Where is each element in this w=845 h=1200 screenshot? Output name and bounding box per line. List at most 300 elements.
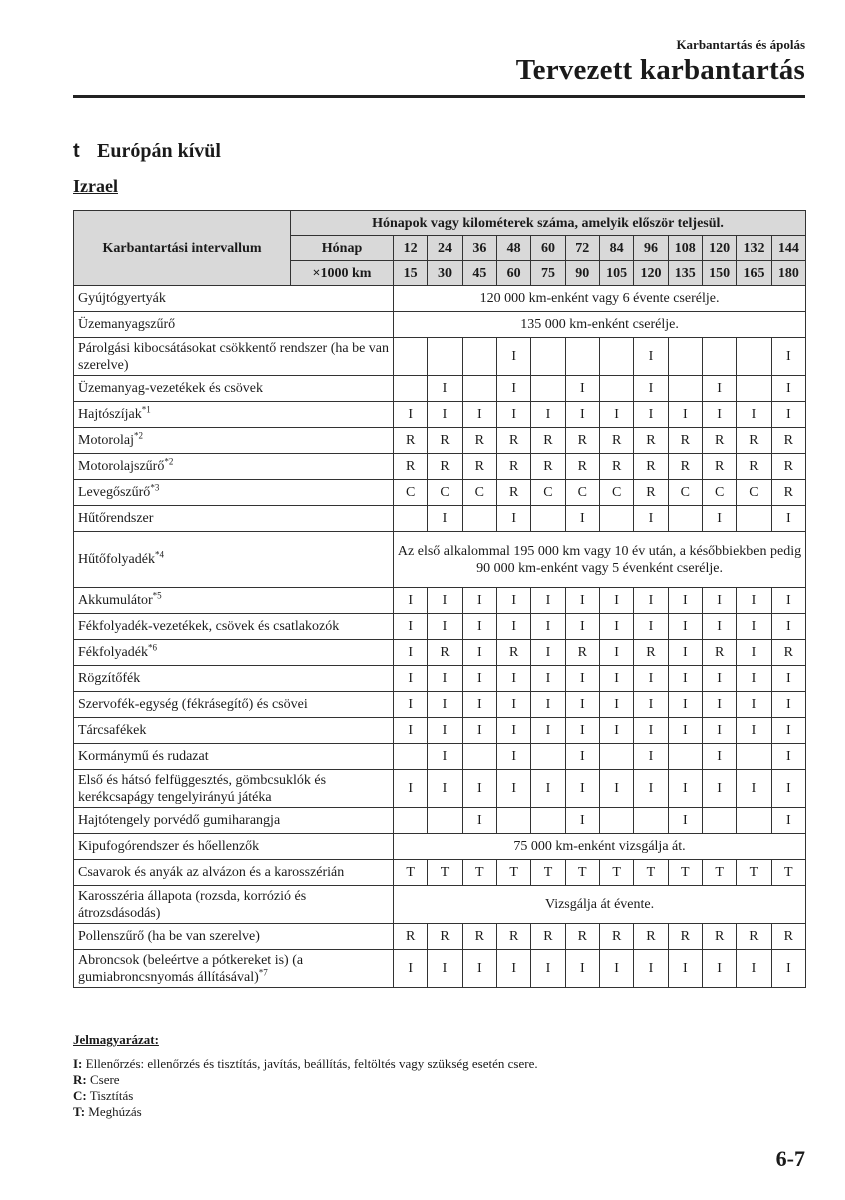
schedule-cell: I xyxy=(462,808,496,834)
schedule-cell: R xyxy=(668,428,702,454)
page-title: Tervezett karbantartás xyxy=(515,54,805,86)
schedule-cell: I xyxy=(428,588,462,614)
item-label: Hajtótengely porvédő gumiharangja xyxy=(78,813,281,828)
schedule-cell: I xyxy=(771,692,805,718)
schedule-cell xyxy=(496,808,530,834)
month-header: 120 xyxy=(702,236,736,261)
schedule-cell: I xyxy=(702,402,736,428)
item-name xyxy=(74,338,394,376)
schedule-cell: I xyxy=(565,588,599,614)
schedule-cell: I xyxy=(394,770,428,808)
month-header: 60 xyxy=(531,236,565,261)
schedule-cell: I xyxy=(565,402,599,428)
schedule-cell: I xyxy=(771,718,805,744)
schedule-cell: R xyxy=(634,640,668,666)
section-bullet-icon: t xyxy=(73,140,80,162)
subsection-heading: Izrael xyxy=(73,176,118,196)
schedule-cell: R xyxy=(394,428,428,454)
item-name xyxy=(74,834,394,860)
table-row xyxy=(74,860,806,886)
schedule-cell: I xyxy=(771,402,805,428)
month-header: 72 xyxy=(565,236,599,261)
schedule-cell: I xyxy=(737,640,771,666)
schedule-cell: R xyxy=(668,924,702,950)
schedule-cell: I xyxy=(565,666,599,692)
schedule-cell: I xyxy=(531,950,565,988)
schedule-cell: T xyxy=(599,860,633,886)
schedule-cell: I xyxy=(531,402,565,428)
schedule-cell: C xyxy=(668,480,702,506)
schedule-cell xyxy=(737,506,771,532)
schedule-cell xyxy=(668,376,702,402)
schedule-cell: I xyxy=(702,744,736,770)
schedule-cell: I xyxy=(496,402,530,428)
schedule-cell: R xyxy=(565,640,599,666)
schedule-cell: C xyxy=(599,480,633,506)
item-label: Abroncsok (beleértve a pótkereket is) (a gumiabroncsnyomás állításával) xyxy=(78,952,304,985)
schedule-cell: R xyxy=(428,454,462,480)
schedule-cell: R xyxy=(565,428,599,454)
schedule-cell: R xyxy=(394,454,428,480)
schedule-cell: I xyxy=(634,614,668,640)
schedule-cell xyxy=(394,376,428,402)
schedule-cell: I xyxy=(634,402,668,428)
schedule-cell: R xyxy=(702,924,736,950)
schedule-cell: C xyxy=(702,480,736,506)
table-row xyxy=(74,338,806,376)
schedule-cell: I xyxy=(496,770,530,808)
schedule-cell xyxy=(565,338,599,376)
schedule-cell: I xyxy=(702,666,736,692)
schedule-cell: R xyxy=(496,924,530,950)
schedule-cell: I xyxy=(531,718,565,744)
item-label: Tárcsafékek xyxy=(78,723,147,738)
km-header: 120 xyxy=(634,261,668,286)
schedule-cell: R xyxy=(737,454,771,480)
schedule-cell: I xyxy=(531,666,565,692)
schedule-cell: I xyxy=(565,718,599,744)
footnote-ref: *5 xyxy=(152,590,162,601)
schedule-cell xyxy=(531,744,565,770)
schedule-cell: T xyxy=(394,860,428,886)
table-row xyxy=(74,950,806,988)
schedule-cell: I xyxy=(394,666,428,692)
schedule-cell: I xyxy=(702,376,736,402)
table-row xyxy=(74,808,806,834)
schedule-cell: I xyxy=(771,770,805,808)
schedule-cell: I xyxy=(702,506,736,532)
item-label: Akkumulátor xyxy=(78,593,153,608)
schedule-cell: R xyxy=(531,924,565,950)
schedule-cell xyxy=(737,744,771,770)
item-name xyxy=(74,950,394,988)
item-name xyxy=(74,808,394,834)
schedule-cell: I xyxy=(565,950,599,988)
schedule-cell: I xyxy=(599,770,633,808)
schedule-cell: I xyxy=(771,950,805,988)
item-label: Szervofék-egység (fékrásegítő) és csövei xyxy=(78,697,308,712)
legend-text: Meghúzás xyxy=(88,1104,142,1119)
schedule-cell: I xyxy=(702,950,736,988)
table-row xyxy=(74,834,806,860)
item-name xyxy=(74,770,394,808)
schedule-cell: R xyxy=(496,454,530,480)
schedule-cell xyxy=(394,744,428,770)
schedule-cell: R xyxy=(428,924,462,950)
schedule-cell: I xyxy=(737,692,771,718)
schedule-cell: R xyxy=(565,924,599,950)
item-name xyxy=(74,454,394,480)
schedule-cell: I xyxy=(702,770,736,808)
schedule-cell xyxy=(599,808,633,834)
schedule-cell: R xyxy=(634,480,668,506)
schedule-cell: I xyxy=(599,588,633,614)
schedule-cell: I xyxy=(565,744,599,770)
schedule-cell: R xyxy=(599,428,633,454)
top-header: Hónapok vagy kilométerek száma, amelyik először teljesül. xyxy=(291,211,806,236)
table-row xyxy=(74,402,806,428)
schedule-cell: I xyxy=(634,770,668,808)
km-header: 15 xyxy=(394,261,428,286)
schedule-cell: I xyxy=(565,506,599,532)
schedule-cell: I xyxy=(634,376,668,402)
legend-key: T: xyxy=(73,1104,86,1119)
schedule-cell: R xyxy=(599,924,633,950)
table-row xyxy=(74,718,806,744)
table-row xyxy=(74,744,806,770)
schedule-cell: R xyxy=(496,428,530,454)
schedule-cell: C xyxy=(462,480,496,506)
schedule-cell: I xyxy=(496,614,530,640)
schedule-cell: I xyxy=(428,744,462,770)
schedule-cell: I xyxy=(702,614,736,640)
schedule-cell: I xyxy=(462,640,496,666)
header-rule xyxy=(73,95,805,98)
schedule-cell: I xyxy=(565,614,599,640)
schedule-cell: I xyxy=(496,376,530,402)
schedule-cell: T xyxy=(668,860,702,886)
schedule-cell: R xyxy=(462,454,496,480)
legend-text: Tisztítás xyxy=(89,1088,134,1103)
schedule-cell: I xyxy=(394,588,428,614)
schedule-cell: T xyxy=(702,860,736,886)
table-row xyxy=(74,454,806,480)
schedule-cell: I xyxy=(668,718,702,744)
schedule-cell: I xyxy=(496,338,530,376)
item-name xyxy=(74,640,394,666)
schedule-cell: T xyxy=(496,860,530,886)
schedule-cell: I xyxy=(565,808,599,834)
schedule-cell xyxy=(531,506,565,532)
schedule-cell: I xyxy=(737,588,771,614)
schedule-cell xyxy=(428,808,462,834)
month-header: 84 xyxy=(599,236,633,261)
schedule-cell: I xyxy=(565,770,599,808)
item-label: Üzemanyag-vezetékek és csövek xyxy=(78,381,264,396)
schedule-cell: I xyxy=(599,718,633,744)
month-header: 144 xyxy=(771,236,805,261)
schedule-cell xyxy=(737,338,771,376)
table-row xyxy=(74,614,806,640)
schedule-cell: R xyxy=(737,428,771,454)
item-label: Gyújtógyertyák xyxy=(78,291,166,306)
schedule-cell: I xyxy=(634,692,668,718)
schedule-cell: R xyxy=(599,454,633,480)
schedule-cell: R xyxy=(634,924,668,950)
page-number: 6-7 xyxy=(775,1146,805,1171)
schedule-cell: I xyxy=(496,950,530,988)
schedule-cell xyxy=(702,808,736,834)
schedule-cell: I xyxy=(771,338,805,376)
schedule-cell: R xyxy=(634,428,668,454)
schedule-cell: I xyxy=(394,614,428,640)
schedule-cell xyxy=(737,808,771,834)
legend-text: Csere xyxy=(89,1072,120,1087)
schedule-cell xyxy=(394,808,428,834)
schedule-cell: I xyxy=(599,666,633,692)
legend-key: R: xyxy=(73,1072,87,1087)
table-row xyxy=(74,312,806,338)
schedule-cell: I xyxy=(496,506,530,532)
schedule-cell xyxy=(702,338,736,376)
item-label: Motorolaj xyxy=(78,433,134,448)
item-label: Rögzítőfék xyxy=(78,671,141,686)
schedule-cell: I xyxy=(462,402,496,428)
schedule-cell: I xyxy=(428,692,462,718)
interval-note: Az első alkalommal 195 000 km vagy 10 év után, a későbbiekben pedig 90 000 km-enként vagy 5 évenként cserélje. xyxy=(394,532,806,588)
legend-key: C: xyxy=(73,1088,87,1103)
legend-item xyxy=(73,1072,538,1088)
schedule-cell: C xyxy=(428,480,462,506)
table-row xyxy=(74,666,806,692)
schedule-cell: I xyxy=(771,808,805,834)
schedule-cell: I xyxy=(428,666,462,692)
interval-note: Vizsgálja át évente. xyxy=(394,886,806,924)
schedule-cell: I xyxy=(599,640,633,666)
schedule-cell xyxy=(531,338,565,376)
schedule-cell: R xyxy=(771,924,805,950)
schedule-cell: I xyxy=(531,614,565,640)
month-header: 48 xyxy=(496,236,530,261)
schedule-cell: I xyxy=(394,640,428,666)
table-row xyxy=(74,640,806,666)
schedule-cell xyxy=(462,338,496,376)
schedule-cell: I xyxy=(531,640,565,666)
schedule-cell: I xyxy=(599,692,633,718)
item-name xyxy=(74,744,394,770)
item-label: Fékfolyadék xyxy=(78,645,148,660)
schedule-cell: I xyxy=(737,402,771,428)
schedule-cell: I xyxy=(771,744,805,770)
schedule-cell: I xyxy=(394,950,428,988)
item-label: Üzemanyagszűrő xyxy=(78,317,176,332)
item-name xyxy=(74,924,394,950)
footnote-ref: *2 xyxy=(134,430,143,441)
section-title: Európán kívül xyxy=(97,140,221,162)
item-name xyxy=(74,666,394,692)
schedule-cell: I xyxy=(394,718,428,744)
item-label: Karosszéria állapota (rozsda, korrózió és átrozsdásodás) xyxy=(78,888,307,921)
interval-note: 120 000 km-enként vagy 6 évente cserélje. xyxy=(394,286,806,312)
schedule-cell: R xyxy=(496,480,530,506)
schedule-cell: I xyxy=(702,718,736,744)
item-name xyxy=(74,614,394,640)
schedule-cell: I xyxy=(668,950,702,988)
schedule-cell xyxy=(531,376,565,402)
schedule-cell: I xyxy=(428,770,462,808)
schedule-cell: R xyxy=(702,454,736,480)
schedule-cell: C xyxy=(394,480,428,506)
schedule-cell: R xyxy=(771,480,805,506)
item-name xyxy=(74,428,394,454)
schedule-cell: I xyxy=(668,640,702,666)
schedule-cell: T xyxy=(771,860,805,886)
schedule-cell: I xyxy=(565,376,599,402)
schedule-cell: I xyxy=(428,950,462,988)
schedule-cell: I xyxy=(428,614,462,640)
schedule-cell: I xyxy=(531,770,565,808)
schedule-cell xyxy=(394,506,428,532)
month-header: 132 xyxy=(737,236,771,261)
item-name xyxy=(74,402,394,428)
schedule-cell: I xyxy=(496,666,530,692)
schedule-cell: I xyxy=(531,692,565,718)
schedule-cell: I xyxy=(394,692,428,718)
schedule-cell xyxy=(531,808,565,834)
schedule-cell xyxy=(462,506,496,532)
schedule-cell: I xyxy=(737,666,771,692)
schedule-cell: I xyxy=(771,506,805,532)
schedule-cell xyxy=(428,338,462,376)
schedule-cell: I xyxy=(496,718,530,744)
footnote-ref: *6 xyxy=(147,642,157,653)
schedule-cell: I xyxy=(634,506,668,532)
km-header: 105 xyxy=(599,261,633,286)
schedule-cell: T xyxy=(634,860,668,886)
schedule-cell: I xyxy=(428,506,462,532)
schedule-cell xyxy=(599,376,633,402)
schedule-cell: I xyxy=(462,666,496,692)
schedule-cell: I xyxy=(496,588,530,614)
schedule-cell: C xyxy=(531,480,565,506)
item-name xyxy=(74,286,394,312)
table-row xyxy=(74,770,806,808)
schedule-cell: I xyxy=(702,588,736,614)
schedule-cell: I xyxy=(737,614,771,640)
month-header: 24 xyxy=(428,236,462,261)
schedule-cell: T xyxy=(462,860,496,886)
schedule-cell: I xyxy=(462,614,496,640)
footnote-ref: *3 xyxy=(150,482,160,493)
schedule-cell xyxy=(668,506,702,532)
section-heading xyxy=(73,140,221,163)
item-name xyxy=(74,376,394,402)
schedule-cell: R xyxy=(737,924,771,950)
km-header: 180 xyxy=(771,261,805,286)
schedule-cell: I xyxy=(668,614,702,640)
table-row xyxy=(74,886,806,924)
table-row xyxy=(74,506,806,532)
schedule-cell xyxy=(668,338,702,376)
schedule-cell: R xyxy=(428,640,462,666)
footnote-ref: *1 xyxy=(141,404,151,415)
schedule-cell: I xyxy=(394,402,428,428)
schedule-cell: T xyxy=(428,860,462,886)
table-row xyxy=(74,286,806,312)
schedule-cell: I xyxy=(428,402,462,428)
item-name xyxy=(74,718,394,744)
schedule-cell: I xyxy=(668,402,702,428)
schedule-cell: I xyxy=(737,770,771,808)
item-label: Hűtőrendszer xyxy=(78,511,154,526)
km-label: ×1000 km xyxy=(291,261,394,286)
schedule-cell: I xyxy=(634,744,668,770)
table-row xyxy=(74,588,806,614)
table-row xyxy=(74,692,806,718)
km-header: 60 xyxy=(496,261,530,286)
item-name xyxy=(74,532,394,588)
footnote-ref: *7 xyxy=(258,966,268,977)
schedule-cell: R xyxy=(496,640,530,666)
legend-title: Jelmagyarázat: xyxy=(73,1032,159,1047)
item-label: Fékfolyadék-vezetékek, csövek és csatlakozók xyxy=(78,619,340,634)
schedule-cell: R xyxy=(531,454,565,480)
legend-key: I: xyxy=(73,1056,83,1071)
schedule-cell: I xyxy=(462,692,496,718)
km-header: 75 xyxy=(531,261,565,286)
item-label: Kormánymű és rudazat xyxy=(78,749,209,764)
item-label: Pollenszűrő (ha be van szerelve) xyxy=(78,929,260,944)
km-header: 45 xyxy=(462,261,496,286)
maintenance-schedule-table xyxy=(73,210,806,988)
schedule-cell: R xyxy=(771,640,805,666)
footnote-ref: *2 xyxy=(164,456,174,467)
schedule-cell xyxy=(462,376,496,402)
schedule-cell: C xyxy=(565,480,599,506)
schedule-cell: I xyxy=(702,692,736,718)
chapter-label: Karbantartás és ápolás xyxy=(676,37,805,52)
schedule-cell: R xyxy=(771,454,805,480)
schedule-cell: I xyxy=(599,614,633,640)
table-row xyxy=(74,924,806,950)
item-name xyxy=(74,860,394,886)
km-header: 30 xyxy=(428,261,462,286)
schedule-cell: I xyxy=(668,588,702,614)
schedule-cell: R xyxy=(462,924,496,950)
schedule-cell: I xyxy=(737,950,771,988)
interval-note: 75 000 km-enként vizsgálja át. xyxy=(394,834,806,860)
item-name xyxy=(74,886,394,924)
schedule-cell: I xyxy=(462,950,496,988)
legend-item xyxy=(73,1056,538,1072)
schedule-cell: R xyxy=(702,428,736,454)
schedule-cell: I xyxy=(496,692,530,718)
schedule-cell: I xyxy=(668,808,702,834)
schedule-cell: I xyxy=(668,666,702,692)
table-row xyxy=(74,532,806,588)
schedule-cell: I xyxy=(668,770,702,808)
month-header: 12 xyxy=(394,236,428,261)
interval-label: Karbantartási intervallum xyxy=(74,211,291,286)
schedule-cell: I xyxy=(634,338,668,376)
schedule-cell: T xyxy=(737,860,771,886)
item-name xyxy=(74,506,394,532)
item-label: Hajtószíjak xyxy=(78,407,142,422)
schedule-cell: I xyxy=(668,692,702,718)
table-row xyxy=(74,428,806,454)
schedule-cell xyxy=(394,338,428,376)
schedule-cell: I xyxy=(771,588,805,614)
